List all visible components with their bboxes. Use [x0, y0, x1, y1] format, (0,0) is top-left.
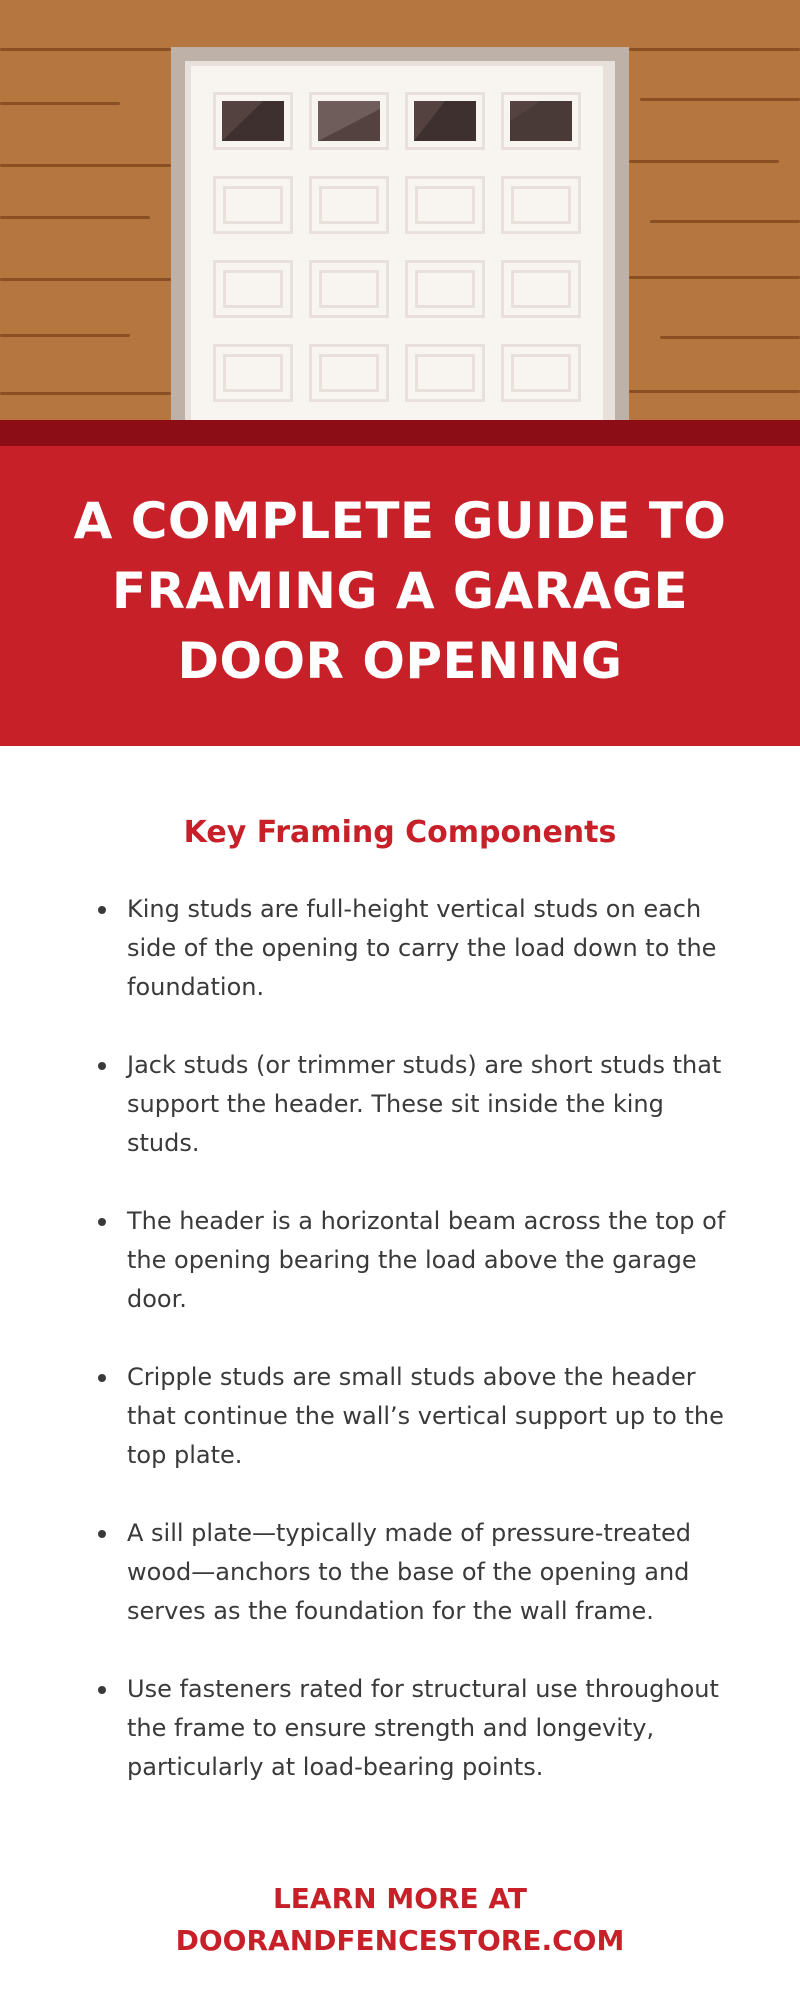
- cta-line-2[interactable]: DOORANDFENCESTORE.COM: [175, 1924, 625, 1957]
- door-panel: [213, 176, 293, 234]
- door-panel: [501, 260, 581, 318]
- section-heading: Key Framing Components: [183, 815, 617, 850]
- list-item: [96, 890, 736, 1007]
- door-panel: [309, 176, 389, 234]
- door-panel: [501, 176, 581, 234]
- door-panel: [405, 176, 485, 234]
- list-item-text: Jack studs (or trimmer studs) are short studs that support the header. These sit inside the king studs.: [127, 1051, 722, 1157]
- list-item-text: Cripple studs are small studs above the header that continue the wall’s vertical support up to the top plate.: [127, 1363, 724, 1469]
- bullet-icon: [98, 1530, 106, 1538]
- list-item: [96, 1514, 736, 1631]
- door-window: [213, 92, 293, 150]
- bullet-icon: [98, 1062, 106, 1070]
- cta-link[interactable]: [0, 1878, 800, 1962]
- illustration-trim: [0, 420, 800, 446]
- cta-line-1: LEARN MORE AT: [272, 1882, 528, 1915]
- bullet-icon: [98, 1686, 106, 1694]
- door-panel: [213, 344, 293, 402]
- list-item: [96, 1202, 736, 1319]
- garage-illustration: [0, 0, 800, 420]
- door-panel: [405, 344, 485, 402]
- door-panel: [309, 344, 389, 402]
- list-item: [96, 1358, 736, 1475]
- list-item-text: The header is a horizontal beam across the top of the opening bearing the load above the garage door.: [127, 1207, 726, 1313]
- list-item-text: King studs are full-height vertical studs on each side of the opening to carry the load down to the foundation.: [127, 895, 717, 1001]
- door-panel: [213, 260, 293, 318]
- door-window: [309, 92, 389, 150]
- door-panel: [405, 260, 485, 318]
- bullet-icon: [98, 1374, 106, 1382]
- door-window: [501, 92, 581, 150]
- list-item-text: A sill plate—typically made of pressure-treated wood—anchors to the base of the opening and serves as the foundation for the wall frame.: [127, 1519, 691, 1625]
- page-title: A COMPLETE GUIDE TO FRAMING A GARAGE DOOR OPENING: [73, 492, 727, 690]
- garage-door: [191, 66, 603, 420]
- door-panel: [309, 260, 389, 318]
- list-item-text: Use fasteners rated for structural use throughout the frame to ensure strength and longevity, particularly at load-bearing points.: [127, 1675, 719, 1781]
- bullet-icon: [98, 1218, 106, 1226]
- list-item: [96, 1046, 736, 1163]
- bullet-icon: [98, 906, 106, 914]
- title-banner: [0, 446, 800, 746]
- door-window: [405, 92, 485, 150]
- components-list: [96, 890, 736, 1826]
- list-item: [96, 1670, 736, 1787]
- door-panel: [501, 344, 581, 402]
